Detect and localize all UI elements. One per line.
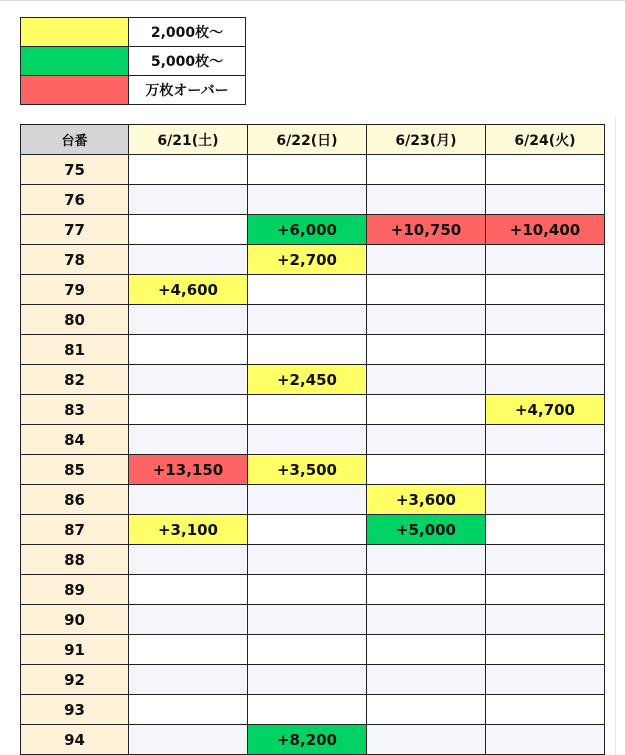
table-body <box>21 155 605 755</box>
result-cell <box>248 545 367 575</box>
legend-label: 万枚オーバー <box>129 76 246 105</box>
machine-number-cell: 86 <box>21 485 129 515</box>
machine-number-header: 台番 <box>21 125 129 155</box>
result-cell <box>367 275 486 305</box>
result-cell <box>367 365 486 395</box>
legend-swatch-yellow <box>21 18 129 47</box>
result-cell <box>367 185 486 215</box>
result-cell <box>486 725 605 755</box>
result-cell <box>486 545 605 575</box>
legend-swatch-red <box>21 76 129 105</box>
result-cell <box>486 425 605 455</box>
machine-number-cell: 91 <box>21 635 129 665</box>
result-cell <box>486 455 605 485</box>
result-cell <box>367 575 486 605</box>
result-cell <box>367 635 486 665</box>
machine-number-cell: 94 <box>21 725 129 755</box>
result-cell <box>248 185 367 215</box>
machine-number-cell: 80 <box>21 305 129 335</box>
result-cell <box>248 395 367 425</box>
machine-number-cell: 90 <box>21 605 129 635</box>
machine-number-cell: 76 <box>21 185 129 215</box>
result-cell <box>486 335 605 365</box>
result-cell: +5,000 <box>367 515 486 545</box>
table-row <box>21 635 605 665</box>
result-cell: +3,600 <box>367 485 486 515</box>
result-cell <box>367 725 486 755</box>
result-cell <box>248 695 367 725</box>
result-cell: +3,500 <box>248 455 367 485</box>
result-cell <box>129 395 248 425</box>
result-cell <box>129 635 248 665</box>
result-cell <box>248 575 367 605</box>
result-cell: +4,600 <box>129 275 248 305</box>
table-row <box>21 335 605 365</box>
machine-number-cell: 79 <box>21 275 129 305</box>
result-cell <box>129 365 248 395</box>
result-cell <box>129 605 248 635</box>
result-cell <box>486 605 605 635</box>
result-cell: +13,150 <box>129 455 248 485</box>
result-cell <box>129 575 248 605</box>
table-row <box>21 665 605 695</box>
machine-number-cell: 92 <box>21 665 129 695</box>
result-cell: +10,400 <box>486 215 605 245</box>
legend-row-red <box>21 76 246 105</box>
result-cell <box>367 155 486 185</box>
table-row <box>21 605 605 635</box>
table-row <box>21 545 605 575</box>
result-cell: +2,450 <box>248 365 367 395</box>
legend-label: 2,000枚～ <box>129 18 246 47</box>
result-cell <box>367 395 486 425</box>
result-cell <box>248 485 367 515</box>
machine-number-cell: 87 <box>21 515 129 545</box>
machine-number-cell: 93 <box>21 695 129 725</box>
result-cell <box>129 425 248 455</box>
result-cell <box>367 425 486 455</box>
date-header: 6/22(日) <box>248 125 367 155</box>
table-row <box>21 695 605 725</box>
date-header: 6/24(火) <box>486 125 605 155</box>
machine-number-cell: 88 <box>21 545 129 575</box>
result-cell <box>367 245 486 275</box>
result-cell <box>129 245 248 275</box>
table-row <box>21 455 605 485</box>
result-cell <box>129 335 248 365</box>
machine-number-cell: 84 <box>21 425 129 455</box>
result-cell <box>248 635 367 665</box>
results-table <box>20 124 605 755</box>
result-cell <box>129 155 248 185</box>
machine-number-cell: 85 <box>21 455 129 485</box>
machine-number-cell: 81 <box>21 335 129 365</box>
result-cell <box>129 485 248 515</box>
scroll-edge-line <box>615 118 616 755</box>
result-cell <box>248 605 367 635</box>
table-row <box>21 365 605 395</box>
result-cell <box>486 275 605 305</box>
result-cell: +3,100 <box>129 515 248 545</box>
machine-number-cell: 83 <box>21 395 129 425</box>
result-cell: +6,000 <box>248 215 367 245</box>
result-cell <box>129 725 248 755</box>
color-legend <box>20 17 246 105</box>
result-cell <box>248 305 367 335</box>
date-header: 6/23(月) <box>367 125 486 155</box>
result-cell <box>367 695 486 725</box>
machine-number-cell: 75 <box>21 155 129 185</box>
result-cell <box>486 575 605 605</box>
result-cell <box>486 635 605 665</box>
table-header-row <box>21 125 605 155</box>
result-cell <box>129 305 248 335</box>
result-cell <box>486 365 605 395</box>
result-cell <box>248 275 367 305</box>
result-cell <box>486 245 605 275</box>
result-cell <box>486 695 605 725</box>
machine-number-cell: 78 <box>21 245 129 275</box>
result-cell <box>129 695 248 725</box>
result-cell <box>129 545 248 575</box>
result-cell <box>367 455 486 485</box>
result-cell <box>486 515 605 545</box>
table-row <box>21 245 605 275</box>
result-cell <box>367 665 486 695</box>
machine-number-cell: 77 <box>21 215 129 245</box>
result-cell <box>486 665 605 695</box>
date-header: 6/21(土) <box>129 125 248 155</box>
table-row <box>21 515 605 545</box>
result-cell <box>367 545 486 575</box>
table-row <box>21 425 605 455</box>
result-cell <box>486 185 605 215</box>
result-cell: +10,750 <box>367 215 486 245</box>
table-row <box>21 575 605 605</box>
result-cell <box>129 185 248 215</box>
result-cell <box>248 425 367 455</box>
machine-number-cell: 89 <box>21 575 129 605</box>
result-cell <box>486 305 605 335</box>
result-cell <box>129 215 248 245</box>
table-row <box>21 215 605 245</box>
result-cell <box>367 605 486 635</box>
page-top-border <box>0 0 626 1</box>
legend-label: 5,000枚～ <box>129 47 246 76</box>
legend-row-green <box>21 47 246 76</box>
result-cell <box>486 485 605 515</box>
result-cell <box>367 305 486 335</box>
table-row <box>21 395 605 425</box>
machine-number-cell: 82 <box>21 365 129 395</box>
legend-row-yellow <box>21 18 246 47</box>
result-cell <box>248 155 367 185</box>
table-row <box>21 155 605 185</box>
legend-swatch-green <box>21 47 129 76</box>
result-cell <box>248 515 367 545</box>
table-row <box>21 275 605 305</box>
table-row <box>21 185 605 215</box>
result-cell: +4,700 <box>486 395 605 425</box>
table-row <box>21 305 605 335</box>
result-cell: +2,700 <box>248 245 367 275</box>
table-row <box>21 485 605 515</box>
result-cell <box>486 155 605 185</box>
result-cell <box>367 335 486 365</box>
table-row <box>21 725 605 755</box>
result-cell: +8,200 <box>248 725 367 755</box>
result-cell <box>129 665 248 695</box>
result-cell <box>248 665 367 695</box>
result-cell <box>248 335 367 365</box>
